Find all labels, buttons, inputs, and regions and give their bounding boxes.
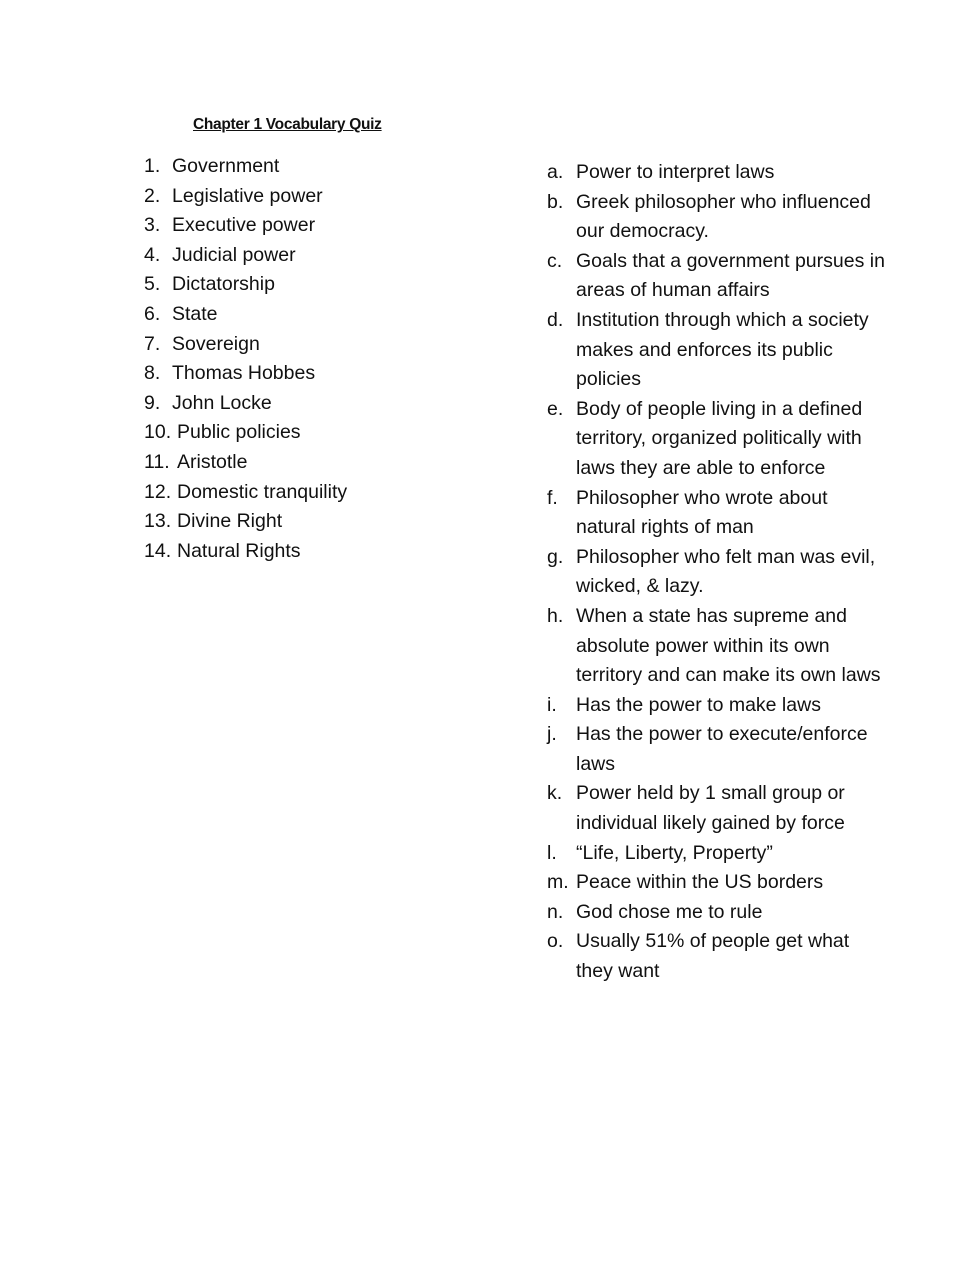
definition-text: Body of people living in a defined territory, organized politically with laws they are able to enforce — [576, 397, 863, 479]
definition-text: Has the power to execute/enforce laws — [576, 723, 868, 775]
definition-text: Has the power to make laws — [576, 693, 821, 716]
term-label: Sovereign — [172, 332, 260, 355]
definition-text: Philosopher who felt man was evil, wicked, & lazy. — [576, 545, 876, 598]
definition-item — [547, 306, 887, 395]
definition-letter: l. — [547, 841, 557, 864]
term-number: 10. — [144, 421, 172, 444]
term-label: Judicial power — [172, 243, 296, 266]
term-label: Thomas Hobbes — [172, 362, 316, 385]
term-number: 2. — [144, 184, 161, 207]
term-label: Executive power — [172, 214, 316, 237]
definition-text: Philosopher who wrote about natural rights of man — [576, 486, 828, 539]
definition-text: Usually 51% of people get what they want — [576, 930, 850, 983]
definition-item — [547, 898, 887, 928]
term-number: 6. — [144, 302, 161, 325]
definition-text: Institution through which a society makes and enforces its public policies — [576, 308, 869, 391]
definition-letter: a. — [547, 161, 564, 183]
definition-letter: m. — [547, 871, 569, 894]
definitions-list — [547, 158, 887, 987]
definition-text: Greek philosopher who influenced our democracy. — [576, 190, 871, 243]
definition-item — [547, 868, 887, 898]
definition-letter: g. — [547, 545, 564, 568]
definition-item — [547, 927, 887, 986]
definition-letter: o. — [547, 930, 564, 953]
definition-item — [547, 839, 887, 869]
definition-letter: b. — [547, 190, 564, 213]
term-item — [144, 359, 347, 389]
term-label: Legislative power — [172, 184, 323, 207]
term-label: Dictatorship — [172, 273, 275, 296]
term-item — [144, 507, 347, 537]
definition-letter: e. — [547, 397, 564, 420]
definition-item — [547, 543, 887, 602]
term-number: 8. — [144, 362, 161, 385]
definition-letter: i. — [547, 693, 557, 716]
term-item — [144, 152, 347, 182]
term-label: Government — [172, 155, 280, 177]
terms-list — [144, 152, 347, 566]
definition-item — [547, 188, 887, 247]
definition-text: God chose me to rule — [576, 900, 763, 923]
term-item — [144, 478, 347, 508]
definition-letter: j. — [547, 723, 557, 746]
term-number: 13. — [144, 510, 172, 533]
term-item — [144, 537, 347, 567]
term-number: 12. — [144, 480, 172, 503]
definition-item — [547, 395, 887, 484]
term-item — [144, 182, 347, 212]
term-item — [144, 418, 347, 448]
term-number: 7. — [144, 332, 161, 355]
definition-item — [547, 720, 887, 779]
definition-text: “Life, Liberty, Property” — [576, 841, 773, 864]
term-number: 4. — [144, 243, 161, 266]
term-item — [144, 270, 347, 300]
term-number: 3. — [144, 214, 161, 237]
term-item — [144, 448, 347, 478]
term-label: Public policies — [177, 421, 301, 444]
definition-text: Goals that a government pursues in areas of human affairs — [576, 249, 885, 302]
term-number: 1. — [144, 155, 161, 177]
term-item — [144, 330, 347, 360]
definition-text: When a state has supreme and absolute power within its own territory and can make its own laws — [576, 604, 881, 687]
term-number: 9. — [144, 391, 161, 414]
definition-text: Peace within the US borders — [576, 871, 824, 894]
definition-letter: c. — [547, 249, 563, 272]
definition-letter: d. — [547, 308, 564, 331]
definition-item — [547, 158, 887, 188]
term-label: John Locke — [172, 391, 272, 414]
page-title: Chapter 1 Vocabulary Quiz — [193, 116, 382, 133]
definition-item — [547, 691, 887, 721]
definition-item — [547, 779, 887, 838]
term-item — [144, 300, 347, 330]
definition-text: Power held by 1 small group or individual likely gained by force — [576, 782, 845, 835]
definition-item — [547, 602, 887, 691]
definition-item — [547, 247, 887, 306]
term-number: 11. — [144, 450, 170, 473]
term-item — [144, 241, 347, 271]
term-label: State — [172, 302, 218, 325]
definition-letter: f. — [547, 486, 558, 509]
term-item — [144, 389, 347, 419]
definition-letter: h. — [547, 604, 564, 627]
definition-item — [547, 484, 887, 543]
term-number: 5. — [144, 273, 161, 296]
term-label: Natural Rights — [177, 539, 301, 562]
term-label: Divine Right — [177, 510, 283, 533]
definition-letter: k. — [547, 782, 563, 805]
definition-text: Power to interpret laws — [576, 161, 775, 183]
term-item — [144, 211, 347, 241]
term-label: Domestic tranquility — [177, 480, 348, 503]
term-number: 14. — [144, 539, 172, 562]
definition-letter: n. — [547, 900, 564, 923]
term-label: Aristotle — [177, 450, 248, 473]
